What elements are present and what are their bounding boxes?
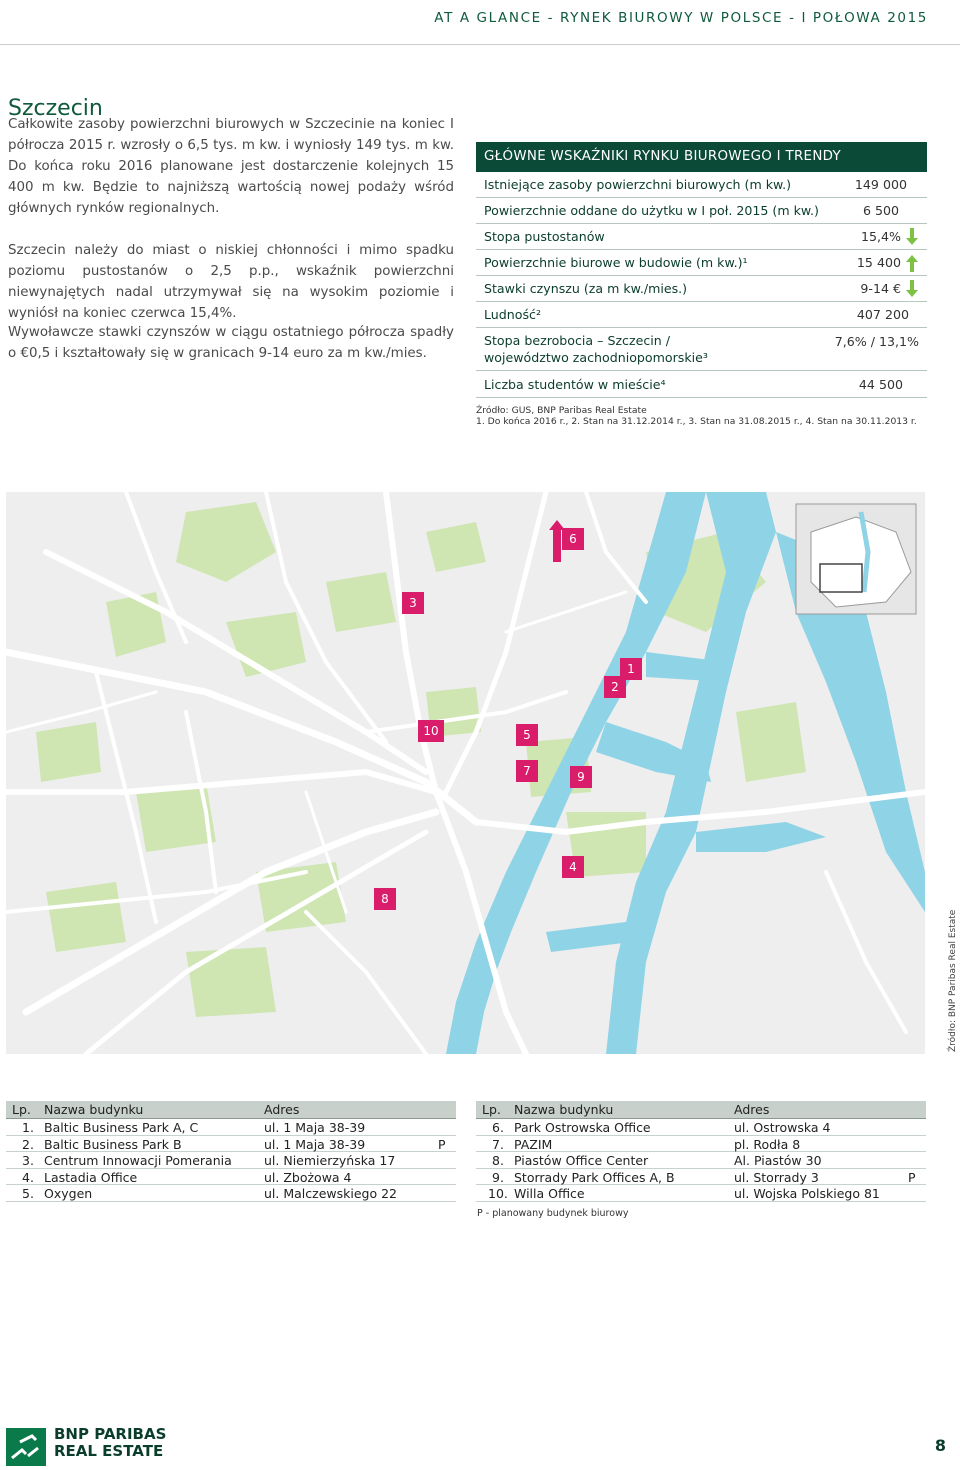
paragraph-supply: Całkowite zasoby powierzchni biurowych w Szczecinie na koniec I półrocza 2015 r. wzrosły o 6,5 tys. m kw. i wyniosły 149 tys. m kw. Do końca roku 2016 planowane jest dostarczenie kolejnych 15 400 m kw. Będzie to najniższą wartością nowej podaży wśród głównych rynków regionalnych. xyxy=(8,117,454,216)
cell-name: PAZIM xyxy=(514,1136,553,1152)
cell-lp: 10. xyxy=(488,1186,508,1202)
trend-down-icon xyxy=(905,228,919,246)
header-address: Adres xyxy=(734,1102,770,1117)
cell-name: Park Ostrowska Office xyxy=(514,1120,651,1135)
kpi-value: 6 500 xyxy=(862,203,899,218)
kpi-row xyxy=(476,224,927,250)
cell-lp: 2. xyxy=(22,1136,34,1152)
building-marker-2[interactable]: 2 xyxy=(604,676,626,698)
cell-planned: P xyxy=(908,1169,916,1185)
kpi-value: 44 500 xyxy=(858,376,903,392)
kpi-label: Istniejące zasoby powierzchni biurowych (m kw.) xyxy=(484,177,792,192)
kpi-row xyxy=(476,328,927,371)
logo-line-1: BNP PARIBAS xyxy=(54,1425,167,1443)
table-row xyxy=(476,1185,926,1202)
buildings-table-left xyxy=(6,1101,456,1202)
header-name: Nazwa budynku xyxy=(44,1102,144,1117)
header-address: Adres xyxy=(264,1102,300,1117)
paragraph-vacancy: Szczecin należy do miast o niskiej chłonności i mimo spadku poziomu pustostanów o 2,5 p.p., wskaźnik powierzchni niewynajętych nadal utrzymywał się na wysokim poziomie i wyniósł na koniec czerwca 15,4%. xyxy=(8,243,454,321)
table-row xyxy=(476,1152,926,1169)
cell-name: Oxygen xyxy=(44,1186,93,1202)
kpi-value-cell xyxy=(861,228,919,246)
cell-address: ul. Ostrowska 4 xyxy=(734,1120,831,1135)
company-name xyxy=(54,1426,166,1460)
cell-lp: 4. xyxy=(22,1169,34,1185)
kpi-value: 15 400 xyxy=(856,255,901,270)
cell-address: ul. Niemierzyńska 17 xyxy=(264,1153,396,1169)
building-marker-4[interactable]: 4 xyxy=(562,856,584,878)
kpi-value-cell xyxy=(860,280,919,298)
cell-lp: 1. xyxy=(22,1120,34,1135)
logo-line-2: REAL ESTATE xyxy=(54,1442,164,1460)
table-row xyxy=(6,1119,456,1136)
cell-name: Lastadia Office xyxy=(44,1169,138,1185)
city-map[interactable] xyxy=(6,492,925,1054)
map-drawing xyxy=(6,492,925,1054)
cell-name: Willa Office xyxy=(514,1186,585,1202)
cell-name: Storrady Park Offices A, B xyxy=(514,1169,675,1185)
kpi-table-title: GŁÓWNE WSKAŹNIKI RYNKU BIUROWEGO I TRENDY xyxy=(476,142,927,172)
table-row xyxy=(476,1136,926,1153)
kpi-label: Powierzchnie biurowe w budowie (m kw.)¹ xyxy=(484,255,748,270)
building-marker-5[interactable]: 5 xyxy=(516,724,538,746)
kpi-value: 9-14 € xyxy=(860,281,901,296)
cell-name: Baltic Business Park B xyxy=(44,1136,182,1152)
kpi-row xyxy=(476,371,927,398)
paragraph-rents: Wywoławcze stawki czynszów w ciągu ostatniego półrocza spadły o €0,5 i kształtowały się w granicach 9-14 euro za m kw./mies. xyxy=(8,325,454,361)
kpi-label: Powierzchnie oddane do użytku w I poł. 2015 (m kw.) xyxy=(484,203,819,218)
trend-down-icon xyxy=(905,280,919,298)
cell-address: ul. Wojska Polskiego 81 xyxy=(734,1186,880,1202)
building-marker-9[interactable]: 9 xyxy=(570,766,592,788)
cell-name: Baltic Business Park A, C xyxy=(44,1120,199,1135)
cell-name: Centrum Innowacji Pomerania xyxy=(44,1153,232,1169)
cell-lp: 9. xyxy=(492,1169,504,1185)
cell-lp: 5. xyxy=(22,1186,34,1202)
kpi-label: Stopa bezrobocia – Szczecin / województwo zachodniopomorskie³ xyxy=(484,333,708,365)
cell-lp: 3. xyxy=(22,1153,34,1169)
inset-map xyxy=(796,504,916,614)
building-marker-7[interactable]: 7 xyxy=(516,760,538,782)
kpi-row xyxy=(476,250,927,276)
kpi-value-cell xyxy=(857,254,919,272)
kpi-row xyxy=(476,276,927,302)
planned-building-note: P - planowany budynek biurowy xyxy=(477,1208,629,1219)
cell-name: Piastów Office Center xyxy=(514,1153,649,1169)
kpi-row xyxy=(476,198,927,224)
table-header xyxy=(476,1101,926,1119)
cell-lp: 6. xyxy=(492,1120,504,1135)
kpi-footnote: 1. Do końca 2016 r., 2. Stan na 31.12.2014 r., 3. Stan na 31.08.2015 r., 4. Stan na 30.11.2013 r. xyxy=(476,416,917,427)
buildings-table-right xyxy=(476,1101,926,1202)
building-marker-8[interactable]: 8 xyxy=(374,888,396,910)
header-lp: Lp. xyxy=(12,1102,31,1117)
building-marker-1[interactable]: 1 xyxy=(620,658,642,680)
kpi-row xyxy=(476,172,927,198)
kpi-value: 149 000 xyxy=(854,177,907,192)
cell-lp: 7. xyxy=(492,1136,504,1152)
map-credit: Źródło: BNP Paribas Real Estate xyxy=(948,909,958,1052)
kpi-value: 15,4% xyxy=(860,229,901,244)
cell-address: ul. Malczewskiego 22 xyxy=(264,1186,397,1202)
table-row xyxy=(476,1169,926,1186)
building-marker-10[interactable]: 10 xyxy=(418,720,444,742)
header-name: Nazwa budynku xyxy=(514,1102,614,1117)
table-row xyxy=(6,1169,456,1186)
table-row xyxy=(6,1136,456,1153)
kpi-label: Stawki czynszu (za m kw./mies.) xyxy=(484,281,688,296)
kpi-label: Ludność² xyxy=(484,307,541,322)
kpi-table xyxy=(476,142,927,398)
table-row xyxy=(476,1119,926,1136)
page-number: 8 xyxy=(934,1436,946,1455)
kpi-row xyxy=(476,302,927,328)
kpi-notes xyxy=(476,405,917,427)
cell-planned: P xyxy=(438,1136,446,1152)
cell-address: ul. Zbożowa 4 xyxy=(264,1169,352,1185)
building-marker-6[interactable]: 6 xyxy=(562,528,584,550)
cell-address: Al. Piastów 30 xyxy=(734,1153,822,1169)
table-row xyxy=(6,1152,456,1169)
cell-address: ul. 1 Maja 38-39 xyxy=(264,1136,366,1152)
city-title: Szczecin xyxy=(8,96,103,121)
kpi-source: Źródło: GUS, BNP Paribas Real Estate xyxy=(476,405,647,416)
kpi-value: 7,6% / 13,1% xyxy=(834,334,919,349)
header-rule xyxy=(0,44,960,45)
building-marker-3[interactable]: 3 xyxy=(402,592,424,614)
kpi-label: Liczba studentów w mieście⁴ xyxy=(484,376,666,392)
cell-address: ul. 1 Maja 38-39 xyxy=(264,1120,366,1135)
cell-address: ul. Storrady 3 xyxy=(734,1169,819,1185)
kpi-label: Stopa pustostanów xyxy=(484,229,605,244)
table-row xyxy=(6,1185,456,1202)
header-lp: Lp. xyxy=(482,1102,501,1117)
cell-lp: 8. xyxy=(492,1153,504,1169)
page-header-title: AT A GLANCE - RYNEK BIUROWY W POLSCE - I POŁOWA 2015 xyxy=(434,10,928,26)
cell-address: pl. Rodła 8 xyxy=(734,1136,801,1152)
kpi-value: 407 200 xyxy=(856,307,909,322)
table-header xyxy=(6,1101,456,1119)
trend-up-icon xyxy=(905,254,919,272)
